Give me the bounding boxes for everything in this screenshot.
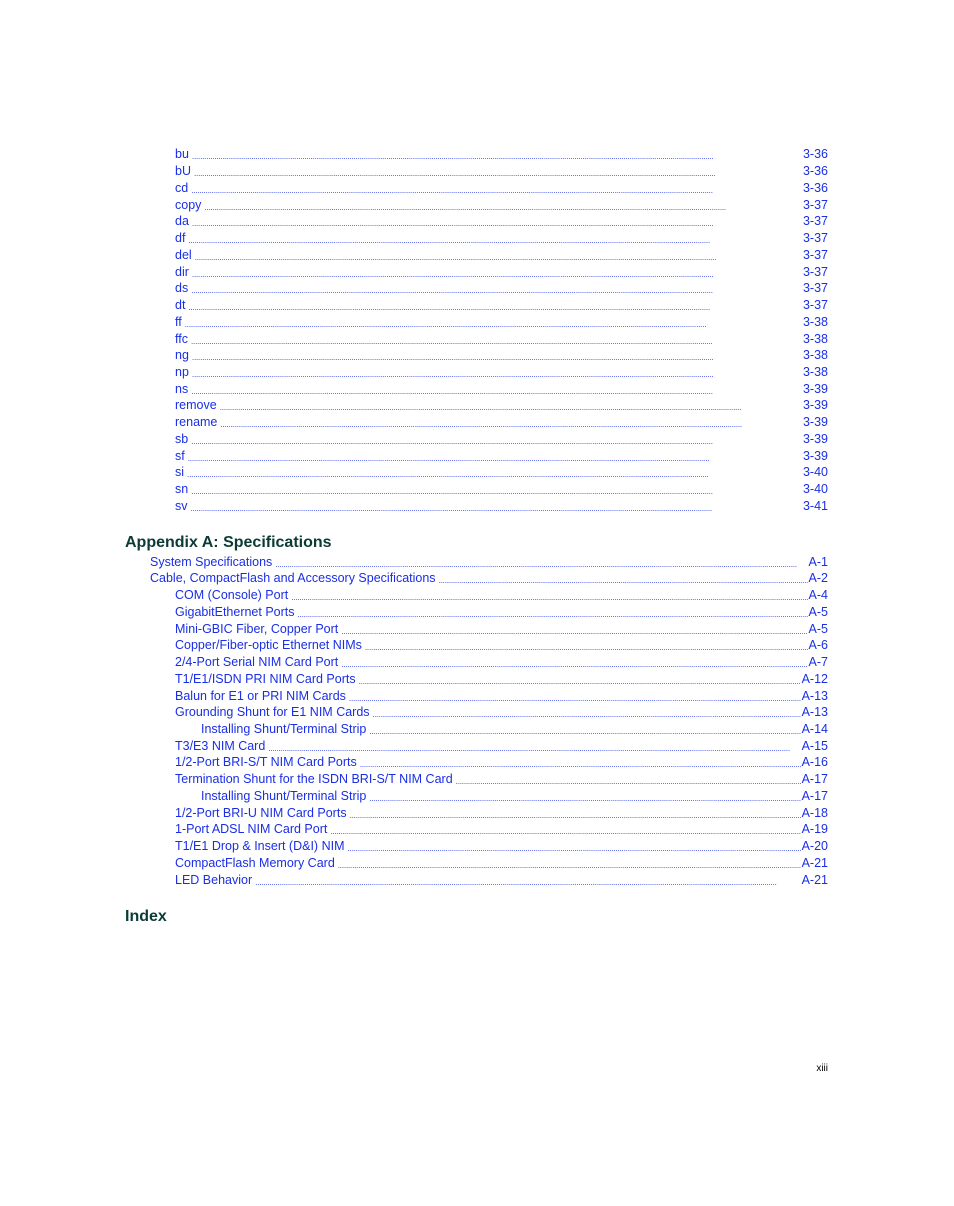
- toc-entry-page: 3-37: [802, 298, 828, 312]
- dot-leader: [191, 282, 802, 298]
- toc-entry[interactable]: [175, 431, 828, 447]
- dot-leader: [369, 723, 800, 739]
- index-heading[interactable]: Index: [125, 908, 167, 925]
- toc-entry-title: 1/2-Port BRI-S/T NIM Card Ports: [175, 755, 357, 769]
- toc-entry-title: T3/E3 NIM Card: [175, 739, 266, 753]
- toc-entry-page: 3-37: [802, 281, 828, 295]
- toc-entry-title: 1/2-Port BRI-U NIM Card Ports: [175, 806, 347, 820]
- dot-leader: [192, 349, 802, 365]
- toc-entry-title: copy: [175, 198, 202, 212]
- toc-entry[interactable]: [175, 163, 828, 179]
- toc-entry-title: T1/E1 Drop & Insert (D&I) NIM: [175, 839, 345, 853]
- dot-leader: [255, 874, 800, 890]
- toc-entry[interactable]: [175, 621, 828, 637]
- toc-entry-title: 1-Port ADSL NIM Card Port: [175, 822, 328, 836]
- toc-entry-title: df: [175, 231, 186, 245]
- toc-entry-title: Grounding Shunt for E1 NIM Cards: [175, 705, 370, 719]
- toc-entry-title: Copper/Fiber-optic Ethernet NIMs: [175, 638, 362, 652]
- toc-entry-title: Mini-GBIC Fiber, Copper Port: [175, 622, 339, 636]
- toc-entry-title: sb: [175, 432, 189, 446]
- toc-entry-page: A-21: [801, 873, 828, 887]
- toc-entry[interactable]: [175, 381, 828, 397]
- toc-entry-title: del: [175, 248, 192, 262]
- toc-entry-title: np: [175, 365, 189, 379]
- toc-entry-page: 3-38: [802, 348, 828, 362]
- toc-entry-page: A-17: [801, 789, 828, 803]
- toc-entry[interactable]: [175, 654, 828, 670]
- page-number: xiii: [816, 1063, 828, 1074]
- toc-entry-title: bU: [175, 164, 191, 178]
- dot-leader: [188, 232, 802, 248]
- toc-entry-page: 3-38: [802, 332, 828, 346]
- dot-leader: [192, 148, 802, 164]
- toc-entry-title: da: [175, 214, 189, 228]
- toc-entry[interactable]: [175, 448, 828, 464]
- dot-leader: [298, 606, 808, 622]
- toc-entry[interactable]: [175, 213, 828, 229]
- dot-leader: [220, 399, 802, 415]
- dot-leader: [187, 466, 802, 482]
- toc-entry[interactable]: [175, 264, 828, 280]
- toc-entry-title: si: [175, 465, 185, 479]
- toc-entry[interactable]: [175, 838, 828, 854]
- dot-leader: [291, 589, 807, 605]
- toc-entry-page: 3-36: [802, 164, 828, 178]
- toc-entry-title: System Specifications: [150, 555, 273, 569]
- toc-entry[interactable]: [175, 688, 828, 704]
- toc-entry-page: A-14: [801, 722, 828, 736]
- dot-leader: [373, 706, 801, 722]
- toc-entry-title: rename: [175, 415, 218, 429]
- toc-entry-page: A-18: [801, 806, 828, 820]
- toc-entry-page: A-1: [808, 555, 828, 569]
- dot-leader: [195, 249, 802, 265]
- toc-entry[interactable]: [175, 738, 828, 754]
- toc-entry-page: 3-40: [802, 465, 828, 479]
- toc-entry-title: Installing Shunt/Terminal Strip: [201, 722, 367, 736]
- toc-entry-page: 3-39: [802, 449, 828, 463]
- dot-leader: [439, 572, 808, 588]
- toc-entry[interactable]: [175, 280, 828, 296]
- toc-entry[interactable]: [175, 704, 828, 720]
- toc-entry[interactable]: [175, 498, 828, 514]
- toc-entry-page: 3-39: [802, 432, 828, 446]
- toc-entry-page: A-16: [801, 755, 828, 769]
- toc-entry[interactable]: [150, 570, 828, 586]
- dot-leader: [341, 656, 807, 672]
- dot-leader: [191, 433, 802, 449]
- toc-entry[interactable]: [175, 230, 828, 246]
- toc-entry[interactable]: [175, 671, 828, 687]
- dot-leader: [191, 182, 802, 198]
- toc-entry-page: A-20: [801, 839, 828, 853]
- toc-entry-page: 3-40: [802, 482, 828, 496]
- toc-entry-page: A-4: [808, 588, 828, 602]
- dot-leader: [365, 639, 808, 655]
- toc-entry-title: GigabitEthernet Ports: [175, 605, 295, 619]
- toc-entry-page: 3-39: [802, 398, 828, 412]
- toc-entry-page: A-6: [808, 638, 828, 652]
- toc-entry-page: A-2: [808, 571, 828, 585]
- toc-entry-page: A-12: [801, 672, 828, 686]
- dot-leader: [188, 299, 802, 315]
- toc-entry[interactable]: [175, 331, 828, 347]
- toc-entry[interactable]: [175, 247, 828, 263]
- toc-entry[interactable]: [175, 347, 828, 363]
- toc-entry[interactable]: [201, 721, 828, 737]
- toc-entry-title: Installing Shunt/Terminal Strip: [201, 789, 367, 803]
- toc-entry[interactable]: [175, 872, 828, 888]
- dot-leader: [191, 483, 802, 499]
- dot-leader: [185, 316, 802, 332]
- toc-entry-title: ng: [175, 348, 189, 362]
- toc-entry-page: A-19: [801, 822, 828, 836]
- toc-entry-title: bu: [175, 147, 189, 161]
- toc-entry[interactable]: [175, 587, 828, 603]
- toc-entry[interactable]: [175, 297, 828, 313]
- toc-entry-page: 3-37: [802, 265, 828, 279]
- toc-entry-page: 3-39: [802, 382, 828, 396]
- toc-entry-title: ns: [175, 382, 189, 396]
- toc-entry-page: 3-41: [802, 499, 828, 513]
- toc-entry[interactable]: [175, 805, 828, 821]
- toc-entry-title: Termination Shunt for the ISDN BRI-S/T NIM Card: [175, 772, 453, 786]
- toc-entry-page: 3-37: [802, 231, 828, 245]
- toc-entry-title: sn: [175, 482, 189, 496]
- toc-entry[interactable]: [175, 637, 828, 653]
- toc-entry-page: 3-39: [802, 415, 828, 429]
- toc-entry-page: A-21: [801, 856, 828, 870]
- toc-entry[interactable]: [175, 397, 828, 413]
- toc-entry[interactable]: [175, 604, 828, 620]
- toc-entry[interactable]: [175, 481, 828, 497]
- toc-entry[interactable]: [175, 821, 828, 837]
- toc-entry-page: 3-36: [802, 181, 828, 195]
- dot-leader: [360, 756, 801, 772]
- toc-entry-page: 3-36: [802, 147, 828, 161]
- toc-entry[interactable]: [150, 554, 828, 570]
- toc-entry-page: A-17: [801, 772, 828, 786]
- toc-entry-page: A-13: [801, 705, 828, 719]
- toc-entry-page: A-15: [801, 739, 828, 753]
- toc-entry-page: A-5: [808, 622, 828, 636]
- toc-entry-title: Balun for E1 or PRI NIM Cards: [175, 689, 346, 703]
- toc-entry[interactable]: [175, 464, 828, 480]
- toc-entry-title: CompactFlash Memory Card: [175, 856, 335, 870]
- toc-entry[interactable]: [175, 414, 828, 430]
- dot-leader: [369, 790, 800, 806]
- dot-leader: [194, 165, 802, 181]
- toc-entry[interactable]: [175, 314, 828, 330]
- toc-entry[interactable]: [175, 754, 828, 770]
- toc-entry[interactable]: [175, 771, 828, 787]
- toc-entry-page: 3-38: [802, 315, 828, 329]
- toc-entry-title: COM (Console) Port: [175, 588, 289, 602]
- toc-entry-title: dt: [175, 298, 186, 312]
- dot-leader: [191, 500, 802, 516]
- dot-leader: [220, 416, 802, 432]
- toc-entry-page: A-5: [808, 605, 828, 619]
- dot-leader: [330, 823, 800, 839]
- toc-entry-page: A-7: [808, 655, 828, 669]
- toc-entry-title: dir: [175, 265, 189, 279]
- toc-entry-title: 2/4-Port Serial NIM Card Port: [175, 655, 339, 669]
- toc-entry-title: ffc: [175, 332, 188, 346]
- toc-entry[interactable]: [175, 364, 828, 380]
- toc-entry-title: remove: [175, 398, 217, 412]
- toc-entry-page: A-13: [801, 689, 828, 703]
- toc-entry[interactable]: [201, 788, 828, 804]
- appendix-heading[interactable]: Appendix A: Specifications: [125, 534, 332, 551]
- dot-leader: [456, 773, 801, 789]
- dot-leader: [347, 840, 800, 856]
- toc-entry-title: cd: [175, 181, 189, 195]
- toc-entry-title: LED Behavior: [175, 873, 253, 887]
- toc-entry[interactable]: [175, 146, 828, 162]
- dot-leader: [192, 366, 802, 382]
- toc-entry-title: Cable, CompactFlash and Accessory Specifications: [150, 571, 436, 585]
- dot-leader: [359, 673, 801, 689]
- toc-entry[interactable]: [175, 197, 828, 213]
- toc-entry-title: ds: [175, 281, 189, 295]
- toc-entry-title: ff: [175, 315, 182, 329]
- toc-entry-title: sv: [175, 499, 188, 513]
- toc-entry-page: 3-37: [802, 248, 828, 262]
- dot-leader: [338, 857, 801, 873]
- toc-entry-page: 3-37: [802, 214, 828, 228]
- toc-entry-title: sf: [175, 449, 185, 463]
- dot-leader: [192, 215, 802, 231]
- toc-entry-page: 3-38: [802, 365, 828, 379]
- toc-entry[interactable]: [175, 180, 828, 196]
- toc-entry-page: 3-37: [802, 198, 828, 212]
- toc-entry-title: T1/E1/ISDN PRI NIM Card Ports: [175, 672, 356, 686]
- toc-entry[interactable]: [175, 855, 828, 871]
